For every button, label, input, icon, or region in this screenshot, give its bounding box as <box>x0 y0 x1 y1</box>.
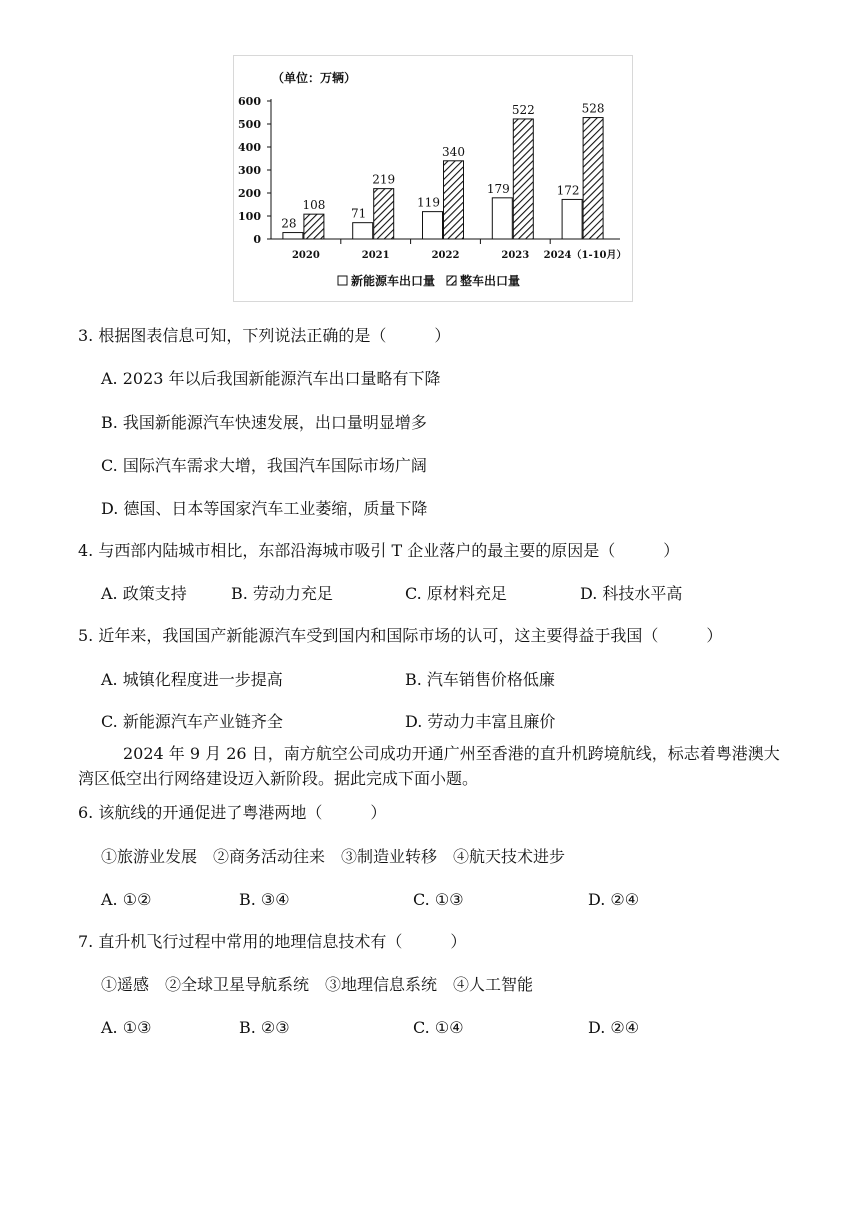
x-tick-label: 2020 <box>291 250 320 261</box>
question-3-option-a: A. 2023 年以后我国新能源汽车出口量略有下降 <box>101 369 441 388</box>
question-6-option-a: A. ①② <box>101 890 152 909</box>
data-label-new-energy: 71 <box>351 206 367 221</box>
question-7-option-c: C. ①④ <box>413 1018 464 1037</box>
bar-total-vehicle <box>444 161 464 239</box>
data-label-total-vehicle: 340 <box>442 144 465 159</box>
bar-total-vehicle <box>513 119 533 239</box>
legend-label-new-energy: 新能源车出口量 <box>351 274 436 288</box>
x-tick-label: 2024（1-10月） <box>543 250 627 261</box>
question-7-option-d: D. ②④ <box>588 1018 640 1037</box>
question-6-option-b: B. ③④ <box>239 890 290 909</box>
bar-new-energy <box>353 223 373 239</box>
bar-new-energy <box>283 233 303 239</box>
question-3-option-c: C. 国际汽车需求大增，我国汽车国际市场广阔 <box>101 456 427 475</box>
y-tick-label: 600 <box>238 95 261 108</box>
question-7-option-b: B. ②③ <box>239 1018 290 1037</box>
question-5-option-c: C. 新能源汽车产业链齐全 <box>101 712 283 731</box>
legend-swatch-new-energy <box>338 276 347 285</box>
question-4-stem: 4. 与西部内陆城市相比，东部沿海城市吸引 T 企业落户的最主要的原因是（ ） <box>78 541 680 560</box>
y-tick-label: 100 <box>238 210 261 223</box>
passage-intro-text: 2024 年 9 月 26 日，南方航空公司成功开通广州至香港的直升机跨境航线，标志着粤港澳大湾区低空出行网络建设迈入新阶段。据此完成下面小题。 <box>78 744 780 788</box>
question-7-option-a: A. ①③ <box>101 1018 152 1037</box>
question-3-option-b: B. 我国新能源汽车快速发展，出口量明显增多 <box>101 413 427 432</box>
y-tick-label: 500 <box>238 118 261 131</box>
legend-swatch-total-vehicle <box>447 276 456 285</box>
x-tick-label: 2022 <box>431 250 460 261</box>
bar-new-energy <box>492 198 512 239</box>
question-7-items: ①遥感 ②全球卫星导航系统 ③地理信息系统 ④人工智能 <box>101 975 534 994</box>
question-6-stem: 6. 该航线的开通促进了粤港两地（ ） <box>78 803 387 822</box>
bar-chart-figure <box>233 55 633 302</box>
bar-total-vehicle <box>304 214 324 239</box>
question-4-option-c: C. 原材料充足 <box>405 584 507 603</box>
question-5-option-b: B. 汽车销售价格低廉 <box>405 670 555 689</box>
bar-total-vehicle <box>374 189 394 239</box>
bar-new-energy <box>562 199 582 239</box>
y-tick-label: 0 <box>253 233 261 246</box>
legend-label-total-vehicle: 整车出口量 <box>460 274 521 288</box>
question-5-option-a: A. 城镇化程度进一步提高 <box>101 670 283 689</box>
bar-chart <box>234 56 632 301</box>
question-4-option-a: A. 政策支持 <box>101 584 187 603</box>
passage-intro <box>78 741 790 791</box>
y-tick-label: 200 <box>238 187 261 200</box>
question-7-stem: 7. 直升机飞行过程中常用的地理信息技术有（ ） <box>78 932 467 951</box>
bar-new-energy <box>423 212 443 239</box>
data-label-new-energy: 28 <box>281 216 297 231</box>
y-tick-label: 300 <box>238 164 261 177</box>
question-3-stem: 3. 根据图表信息可知，下列说法正确的是（ ） <box>78 326 451 345</box>
data-label-new-energy: 119 <box>417 195 440 210</box>
question-6-option-c: C. ①③ <box>413 890 464 909</box>
question-4-option-b: B. 劳动力充足 <box>231 584 333 603</box>
y-tick-label: 400 <box>238 141 261 154</box>
question-5-stem: 5. 近年来，我国国产新能源汽车受到国内和国际市场的认可，这主要得益于我国（ ） <box>78 626 723 645</box>
x-tick-label: 2021 <box>361 250 390 261</box>
question-3-option-d: D. 德国、日本等国家汽车工业萎缩，质量下降 <box>101 499 428 518</box>
data-label-new-energy: 179 <box>486 181 510 196</box>
question-6-items: ①旅游业发展 ②商务活动往来 ③制造业转移 ④航天技术进步 <box>101 847 566 866</box>
question-4-option-d: D. 科技水平高 <box>580 584 683 603</box>
question-5-option-d: D. 劳动力丰富且廉价 <box>405 712 556 731</box>
data-label-total-vehicle: 528 <box>581 101 605 116</box>
data-label-new-energy: 172 <box>556 183 580 198</box>
unit-label: （单位：万辆） <box>272 71 357 85</box>
x-tick-label: 2023 <box>501 250 530 261</box>
data-label-total-vehicle: 108 <box>302 198 326 213</box>
data-label-total-vehicle: 522 <box>511 102 535 117</box>
question-6-option-d: D. ②④ <box>588 890 640 909</box>
data-label-total-vehicle: 219 <box>372 172 396 187</box>
bar-total-vehicle <box>583 118 603 239</box>
